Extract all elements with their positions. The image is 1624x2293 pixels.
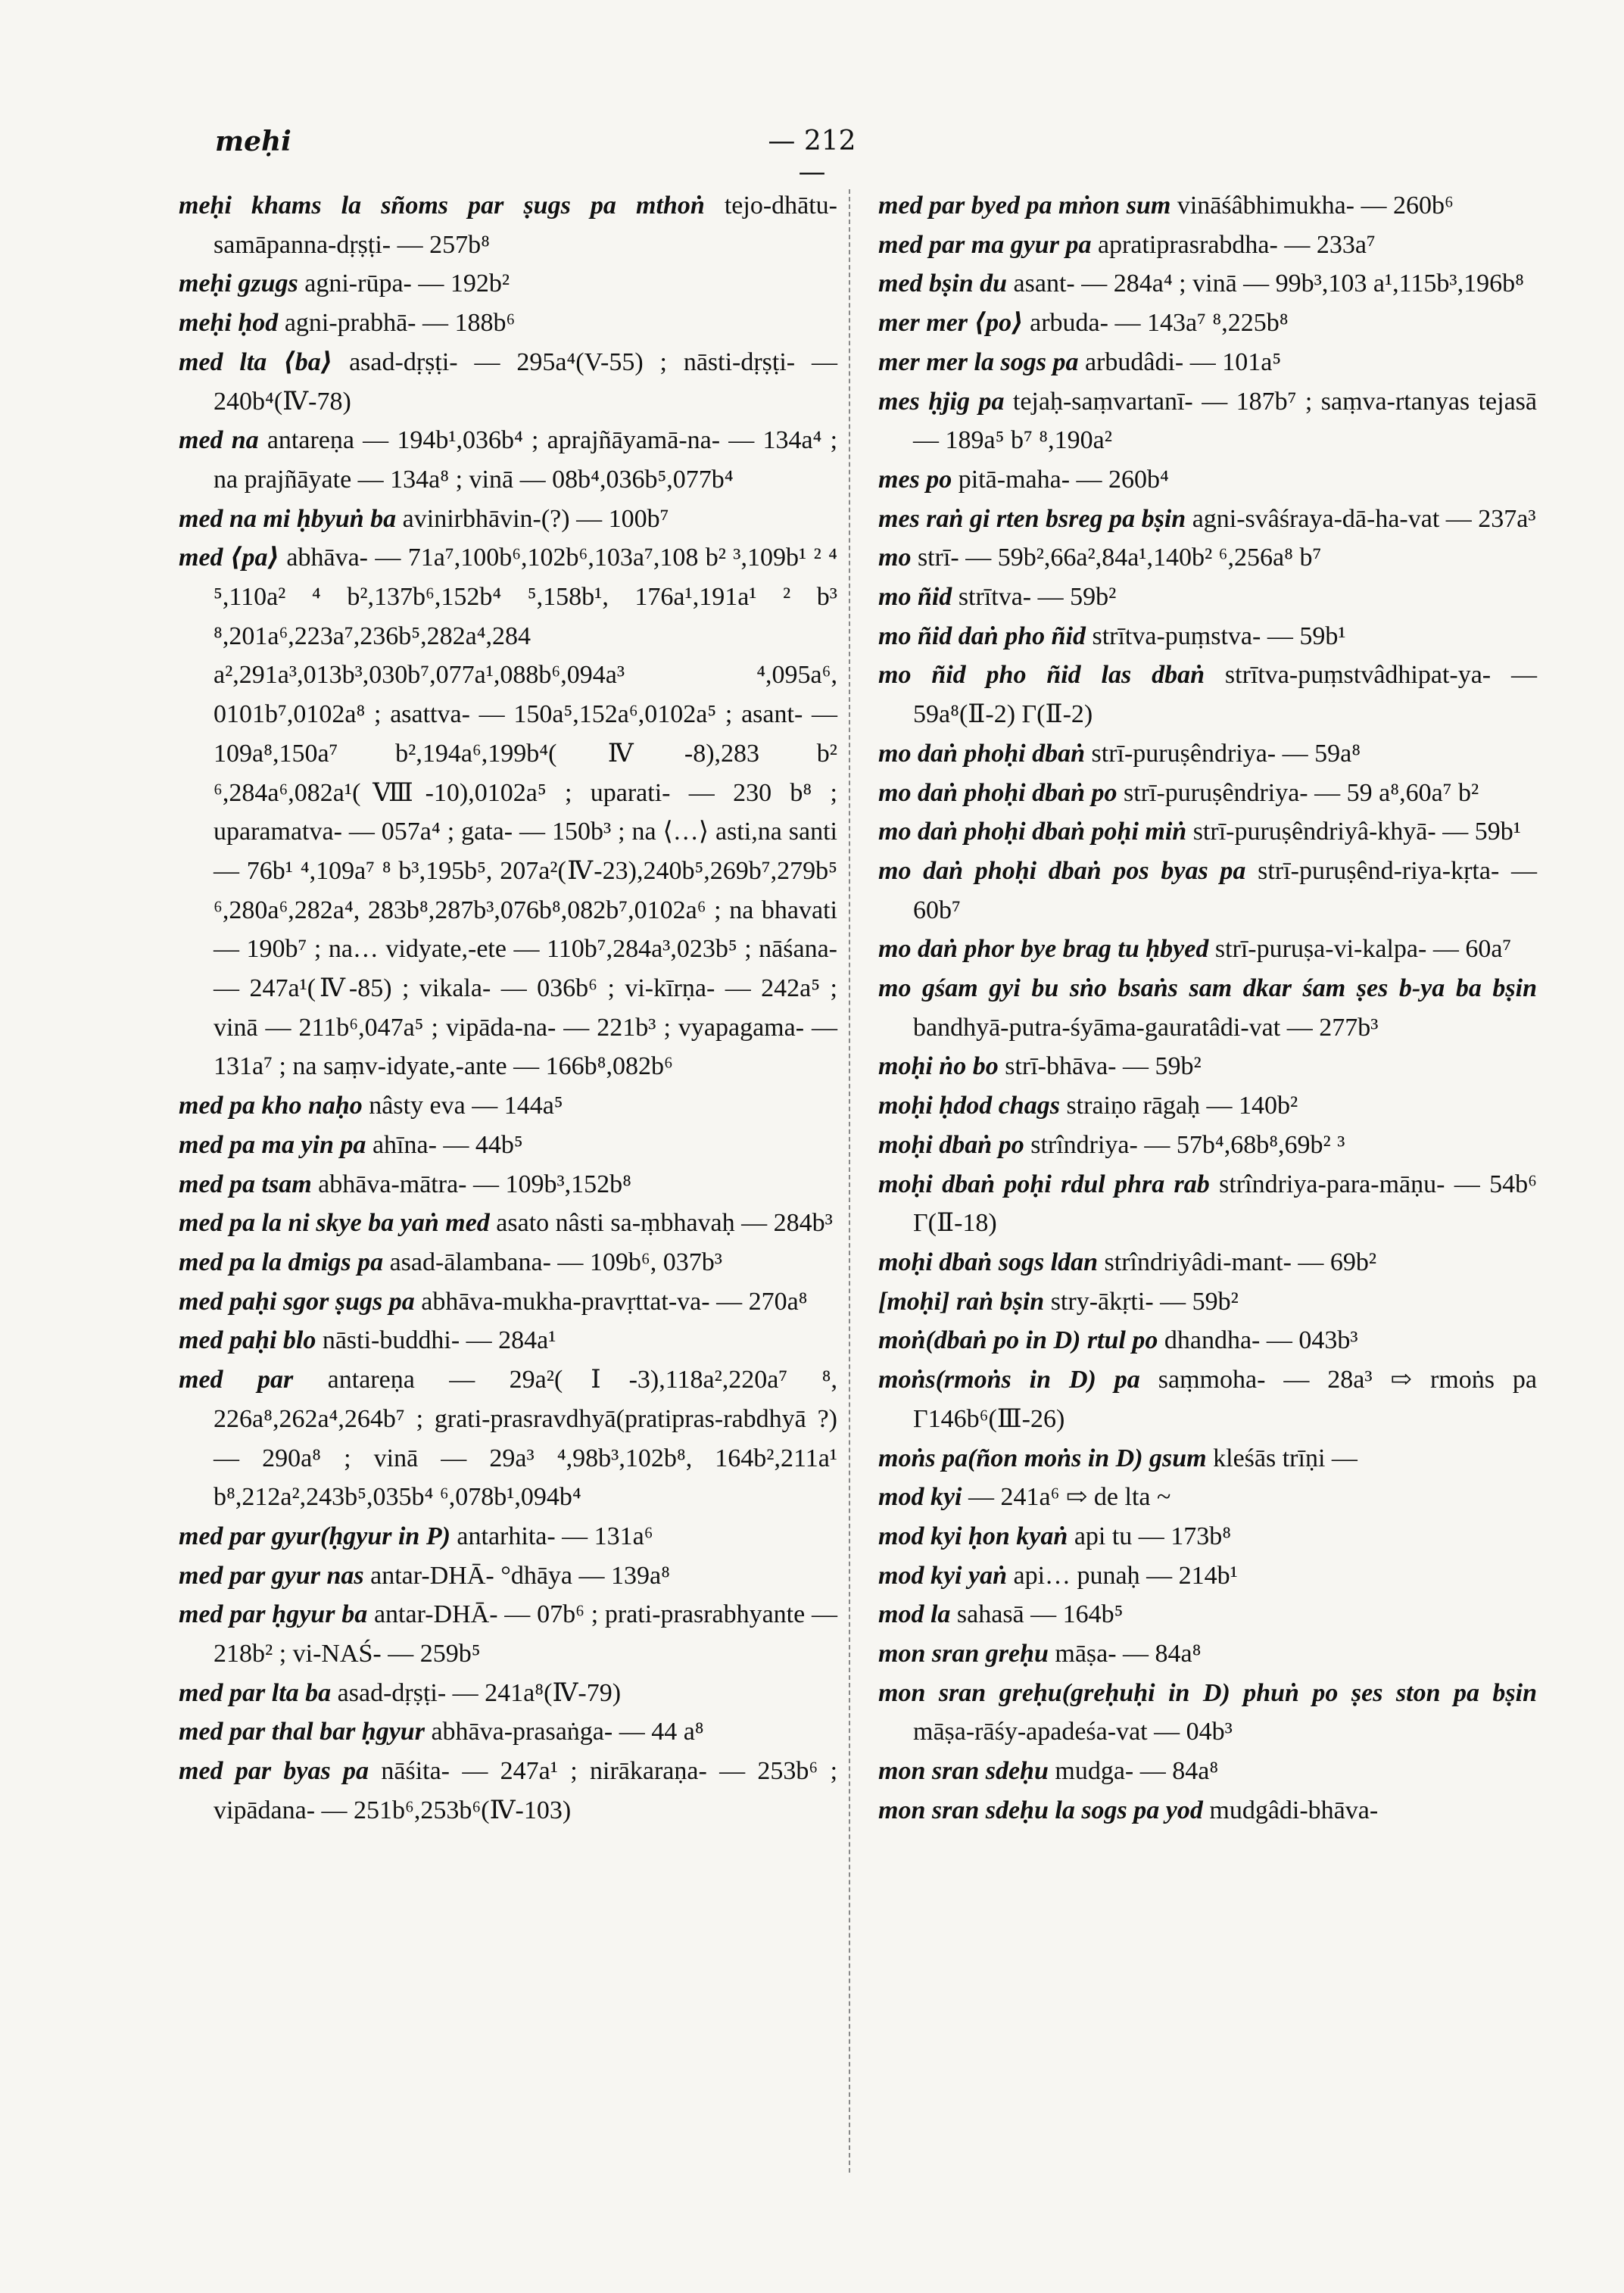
entry-definition: abhāva-prasaṅga- — 44 a⁸ [431,1718,704,1746]
dictionary-entry [878,734,1537,774]
dictionary-entry [878,343,1537,382]
entry-definition: agni-prabhā- — 188b⁶ [284,309,516,338]
entry-headword: mod kyi [878,1483,962,1512]
dictionary-entry [878,1243,1537,1282]
dictionary-entry [179,1595,837,1673]
dictionary-entry [878,1086,1537,1126]
dictionary-entry [878,1165,1537,1243]
column-divider [849,189,850,2173]
entry-headword: mer mer la sogs pa [878,347,1079,376]
entry-headword: med na mi ḥbyuṅ ba [179,504,397,533]
entry-headword: mo daṅ phoḥi dbaṅ po [878,778,1117,807]
entry-definition: stry-ākṛti- — 59b² [1050,1287,1239,1316]
dictionary-entry [179,1204,837,1243]
entry-headword: med lta ⟨ba⟩ [179,347,333,376]
entry-headword: mes ḥjig pa [878,387,1005,416]
entry-definition: sahasā — 164b⁵ [956,1600,1124,1629]
entry-headword: moṅs(rmoṅs in D) pa [878,1366,1140,1394]
entry-definition: antar-DHĀ- °dhāya — 139a⁸ [370,1561,670,1590]
right-column [878,186,1537,1830]
dictionary-entry [878,774,1537,813]
entry-headword: med pa kho naḥo [179,1092,363,1120]
page-header [0,126,1624,188]
entry-headword: moḥi dbaṅ poḥi rdul phra rab [878,1170,1210,1198]
dictionary-entry [179,421,837,499]
dictionary-entry [878,1517,1537,1556]
dictionary-entry [179,304,837,343]
entry-definition: nāśita- — 247a¹ ; nirākaraṇa- — 253b⁶ ; vipādana- — 251b⁶,253b⁶(Ⅳ-103) [214,1757,838,1824]
entry-definition: asad-ālambana- — 109b⁶, 037b³ [389,1248,722,1276]
left-column [179,186,837,1830]
entry-definition: asato nâsti sa-ṃbhavaḥ — 284b³ [496,1209,833,1238]
dictionary-entry [179,1243,837,1282]
entry-definition: strîndriya- — 57b⁴,68b⁸,69b² ³ [1030,1130,1345,1159]
dictionary-entry [878,969,1537,1047]
entry-definition: api tu — 173b⁸ [1074,1522,1232,1550]
entry-definition: asad-dṛṣṭi- — 241a⁸(Ⅳ-79) [337,1678,622,1707]
dictionary-entry [878,812,1537,852]
entry-definition: vināśâbhimukha- — 260b⁶ [1177,192,1454,220]
entry-headword: moḥi ḥdod chags [878,1092,1060,1120]
entry-definition: saṃmoha- — 28a³ ⇨ rmoṅs pa Γ146b⁶(Ⅲ-26) [913,1366,1537,1433]
dictionary-entry [179,343,837,421]
entry-definition: nāsti-buddhi- — 284a¹ [322,1326,556,1355]
entry-headword: mo ñid daṅ pho ñid [878,622,1086,650]
entry-headword: med pa la ni skye ba yaṅ med [179,1209,490,1238]
entry-definition: arbuda- — 143a⁷ ⁸,225b⁸ [1030,309,1289,338]
entry-definition: strītva-puṃstvâdhipat-ya- — 59a⁸(Ⅱ-2) Γ(Ⅱ-2) [913,661,1538,729]
entry-headword: meḥi ḥod [179,309,279,338]
dictionary-entry [878,1126,1537,1165]
dictionary-entry [878,1791,1537,1830]
dictionary-entry [179,1126,837,1165]
entry-definition: māṣa-rāśy-apadeśa-vat — 04b³ [913,1718,1233,1746]
entry-definition: strītva-puṃstva- — 59b¹ [1092,622,1346,650]
entry-headword: med par ma gyur pa [878,230,1092,259]
entry-headword: mo daṅ phoḥi dbaṅ poḥi miṅ [878,818,1187,846]
dictionary-entry [878,1595,1537,1634]
entry-definition: straiṇo rāgaḥ — 140b² [1066,1092,1298,1120]
entry-definition: dhandha- — 043b³ [1164,1326,1358,1355]
entry-headword: med par byed pa mṅon sum [878,192,1171,220]
entry-headword: med paḥi blo [179,1326,316,1355]
entry-headword: mo daṅ phoḥi dbaṅ pos byas pa [878,856,1246,885]
entry-definition: apratiprasrabdha- — 233a⁷ [1097,230,1376,259]
entry-headword: med ⟨pa⟩ [179,544,279,572]
entry-headword: mon sran sdeḥu la sogs pa yod [878,1796,1203,1824]
entry-definition: asant- — 284a⁴ ; vinā — 99b³,103 a¹,115b³,196b⁸ [1013,269,1524,298]
entry-definition: antareṇa — 29a²(Ⅰ-3),118a²,220a⁷ ⁸, 226a⁸,262a⁴,264b⁷ ; grati-prasravdhyā(pratipras-rabdhyā ?) — 290a⁸ ; vinā — 29a³ ⁴,98b³,102b⁸, 164b²,211a¹ b⁸,212a²,243b⁵,035b⁴ ⁶,078b¹,094b⁴ [214,1366,838,1512]
dictionary-entry [878,226,1537,265]
dictionary-entry [878,382,1537,460]
entry-headword: mod la [878,1600,951,1629]
entry-headword: [moḥi] raṅ bṣin [878,1287,1045,1316]
entry-headword: meḥi khams la sñoms par ṣugs pa mthoṅ [179,192,705,220]
dictionary-entry [878,852,1537,930]
dictionary-entry [179,1165,837,1204]
dictionary-entry [179,538,837,1086]
entry-definition: — 241a⁶ ⇨ de lta ~ [968,1483,1171,1512]
entry-headword: mo gśam gyi bu sṅo bsaṅs sam dkar śam ṣes b-ya ba bṣin [878,974,1537,1003]
dictionary-entry [878,1752,1537,1791]
entry-definition: kleśās trīṇi — [1213,1444,1357,1472]
entry-definition: nâsty eva — 144a⁵ [369,1092,563,1120]
dictionary-entry [878,617,1537,656]
entry-definition: strītva- — 59b² [958,583,1117,612]
entry-definition: agni-rūpa- — 192b² [304,269,510,298]
entry-headword: mon sran sdeḥu [878,1757,1049,1786]
entry-headword: med paḥi sgor ṣugs pa [179,1287,415,1316]
entry-headword: mes raṅ gi rten bsreg pa bṣin [878,504,1186,533]
entry-headword: moṅ(dbaṅ po in D) rtul po [878,1326,1158,1355]
entry-headword: mon sran greḥu(greḥuḥi in D) phuṅ po ṣes ston pa bṣin [878,1678,1537,1707]
entry-headword: med par lta ba [179,1678,332,1707]
entry-definition: strī-puruṣêndriya- — 59a⁸ [1091,739,1361,768]
dictionary-entry [878,264,1537,304]
dictionary-entry [179,264,837,304]
entry-definition: mudgâdi-bhāva- [1209,1796,1379,1824]
entry-definition: strī-puruṣêndriya- — 59 a⁸,60a⁷ b² [1124,778,1479,807]
entry-definition: abhāva-mātra- — 109b³,152b⁸ [318,1170,632,1198]
entry-definition: strī- — 59b²,66a²,84a¹,140b² ⁶,256a⁸ b⁷ [917,544,1322,572]
entry-definition: tejaḥ-saṃvartanī- — 187b⁷ ; saṃva-rtanyas tejasā — 189a⁵ b⁷ ⁸,190a² [913,387,1537,455]
entry-definition: ahīna- — 44b⁵ [372,1130,523,1159]
entry-definition: strîndriya-para-māṇu- — 54b⁶ Γ(Ⅱ-18) [913,1170,1538,1238]
entry-headword: med par gyur nas [179,1561,364,1590]
dictionary-entry [179,1360,837,1517]
dictionary-entry [878,1047,1537,1086]
entry-headword: med bṣin du [878,269,1008,298]
dictionary-entry [179,1556,837,1596]
dictionary-entry [179,1321,837,1360]
dictionary-entry [878,930,1537,969]
dictionary-entry [878,1556,1537,1596]
entry-definition: abhāva- — 71a⁷,100b⁶,102b⁶,103a⁷,108 b² ³,109b¹ ² ⁴ ⁵,110a² ⁴ b²,137b⁶,152b⁴ ⁵,158b¹, 176a¹,191a¹ ² b³ ⁸,201a⁶,223a⁷,236b⁵,282a⁴,284 a²,291a³,013b³,030b⁷,077a¹,088b⁶,094a³ ⁴,095a⁶, 0101b⁷,0102a⁸ ; asattva- — 150a⁵,152a⁶,0102a⁵ ; asant- — 109a⁸,150a⁷ b²,194a⁶,199b⁴(Ⅳ-8),283 b² ⁶,284a⁶,082a¹(Ⅷ-10),0102a⁵ ; uparati- — 230 b⁸ ; uparamatva- — 057a⁴ ; gata- — 150b³ ; na ⟨…⟩ asti,na santi — 76b¹ ⁴,109a⁷ ⁸ b³,195b⁵, 207a²(Ⅳ-23),240b⁵,269b⁷,279b⁵ ⁶,280a⁶,282a⁴, 283b⁸,287b³,076b⁸,082b⁷,0102a⁶ ; na bhavati — 190b⁷ ; na… vidyate,-ete — 110b⁷,284a³,023b⁵ ; nāśana- — 247a¹(Ⅳ-85) ; vikala- — 036b⁶ ; vi-kīrṇa- — 242a⁵ ; vinā — 211b⁶,047a⁵ ; vipāda-na- — 221b³ ; vyapagama- — 131a⁷ ; na saṃv-idyate,-ante — 166b⁸,082b⁶ [214,544,837,1081]
dictionary-entry [878,1360,1537,1438]
dictionary-entry [179,1282,837,1322]
entry-headword: mo daṅ phoḥi dbaṅ [878,739,1086,768]
entry-headword: med par gyur(ḥgyur in P) [179,1522,450,1550]
dictionary-entry [878,538,1537,578]
dictionary-entry [878,656,1537,734]
entry-headword: mon sran greḥu [878,1640,1049,1668]
dictionary-entry [878,1321,1537,1360]
running-head: meḥi [215,126,291,157]
entry-headword: moḥi ṅo bo [878,1052,999,1081]
page-number: — 212 — [768,126,856,188]
entry-headword: med pa ma yin pa [179,1130,366,1159]
entry-headword: mod kyi yaṅ [878,1561,1007,1590]
dictionary-entry [878,1478,1537,1517]
entry-headword: mes po [878,465,952,494]
entry-headword: med pa tsam [179,1170,312,1198]
dictionary-entry [878,578,1537,617]
entry-definition: antareṇa — 194b¹,036b⁴ ; aprajñāyamā-na- — 134a⁴ ; na prajñāyate — 134a⁸ ; vinā — 08b⁴,036b⁵,077b⁴ [214,426,838,494]
entry-definition: avinirbhāvin-(?) — 100b⁷ [402,504,669,533]
dictionary-entry [179,1517,837,1556]
entry-definition: mudga- — 84a⁸ [1055,1757,1219,1786]
entry-definition: api… punaḥ — 214b¹ [1013,1561,1238,1590]
entry-headword: moṅs pa(ñon moṅs in D) gsum [878,1444,1207,1472]
entry-definition: strī-puruṣa-vi-kalpa- — 60a⁷ [1214,935,1512,964]
entry-definition: arbudâdi- — 101a⁵ [1084,347,1282,376]
entry-headword: med par byas pa [179,1757,369,1786]
entry-headword: med pa la dmigs pa [179,1248,384,1276]
entry-definition: bandhyā-putra-śyāma-gauratâdi-vat — 277b³ [913,1013,1379,1042]
entry-definition: māṣa- — 84a⁸ [1055,1640,1202,1668]
entry-definition: agni-svâśraya-dā-ha-vat — 237a³ [1192,504,1536,533]
dictionary-entry [878,1282,1537,1322]
dictionary-entry [878,1439,1537,1478]
entry-definition: pitā-maha- — 260b⁴ [958,465,1169,494]
entry-definition: antar-DHĀ- — 07b⁶ ; prati-prasrabhyante — 218b² ; vi-NAŚ- — 259b⁵ [214,1600,837,1668]
dictionary-entry [179,1674,837,1713]
entry-headword: moḥi dbaṅ po [878,1130,1024,1159]
entry-headword: med par ḥgyur ba [179,1600,368,1629]
dictionary-entry [878,1674,1537,1752]
entry-definition: strîndriyâdi-mant- — 69b² [1104,1248,1377,1276]
dictionary-entry [878,460,1537,500]
entry-definition: antarhita- — 131a⁶ [457,1522,653,1550]
entry-definition: strī-puruṣêndriyâ-khyā- — 59b¹ [1192,818,1521,846]
entry-headword: med par thal bar ḥgyur [179,1718,425,1746]
dictionary-entry [179,1752,837,1830]
dictionary-entry [878,1634,1537,1674]
entry-headword: mer mer ⟨po⟩ [878,309,1024,338]
entry-headword: mod kyi ḥon kyaṅ [878,1522,1068,1550]
entry-definition: asad-dṛṣṭi- — 295a⁴(V-55) ; nāsti-dṛṣṭi- — 240b⁴(Ⅳ-78) [214,347,837,416]
entry-headword: med na [179,426,259,455]
entry-definition: tejo-dhātu-samāpanna-dṛṣṭi- — 257b⁸ [214,192,838,259]
entry-headword: mo [878,544,912,572]
entry-definition: abhāva-mukha-pravṛttat-va- — 270a⁸ [421,1287,808,1316]
entry-headword: med par [179,1366,294,1394]
dictionary-entry [179,1086,837,1126]
entry-headword: meḥi gzugs [179,269,298,298]
dictionary-entry [179,500,837,539]
entry-headword: mo ñid pho ñid las dbaṅ [878,661,1205,690]
entry-headword: mo daṅ phor bye brag tu ḥbyed [878,935,1209,964]
entry-definition: strī-bhāva- — 59b² [1005,1052,1202,1081]
entry-headword: mo ñid [878,583,952,612]
dictionary-entry [878,186,1537,226]
dictionary-entry [179,186,837,264]
entry-headword: moḥi dbaṅ sogs ldan [878,1248,1099,1276]
entry-definition: strī-puruṣênd-riya-kṛta- — 60b⁷ [913,856,1537,924]
dictionary-entry [179,1712,837,1752]
dictionary-entry [878,304,1537,343]
dictionary-entry [878,500,1537,539]
